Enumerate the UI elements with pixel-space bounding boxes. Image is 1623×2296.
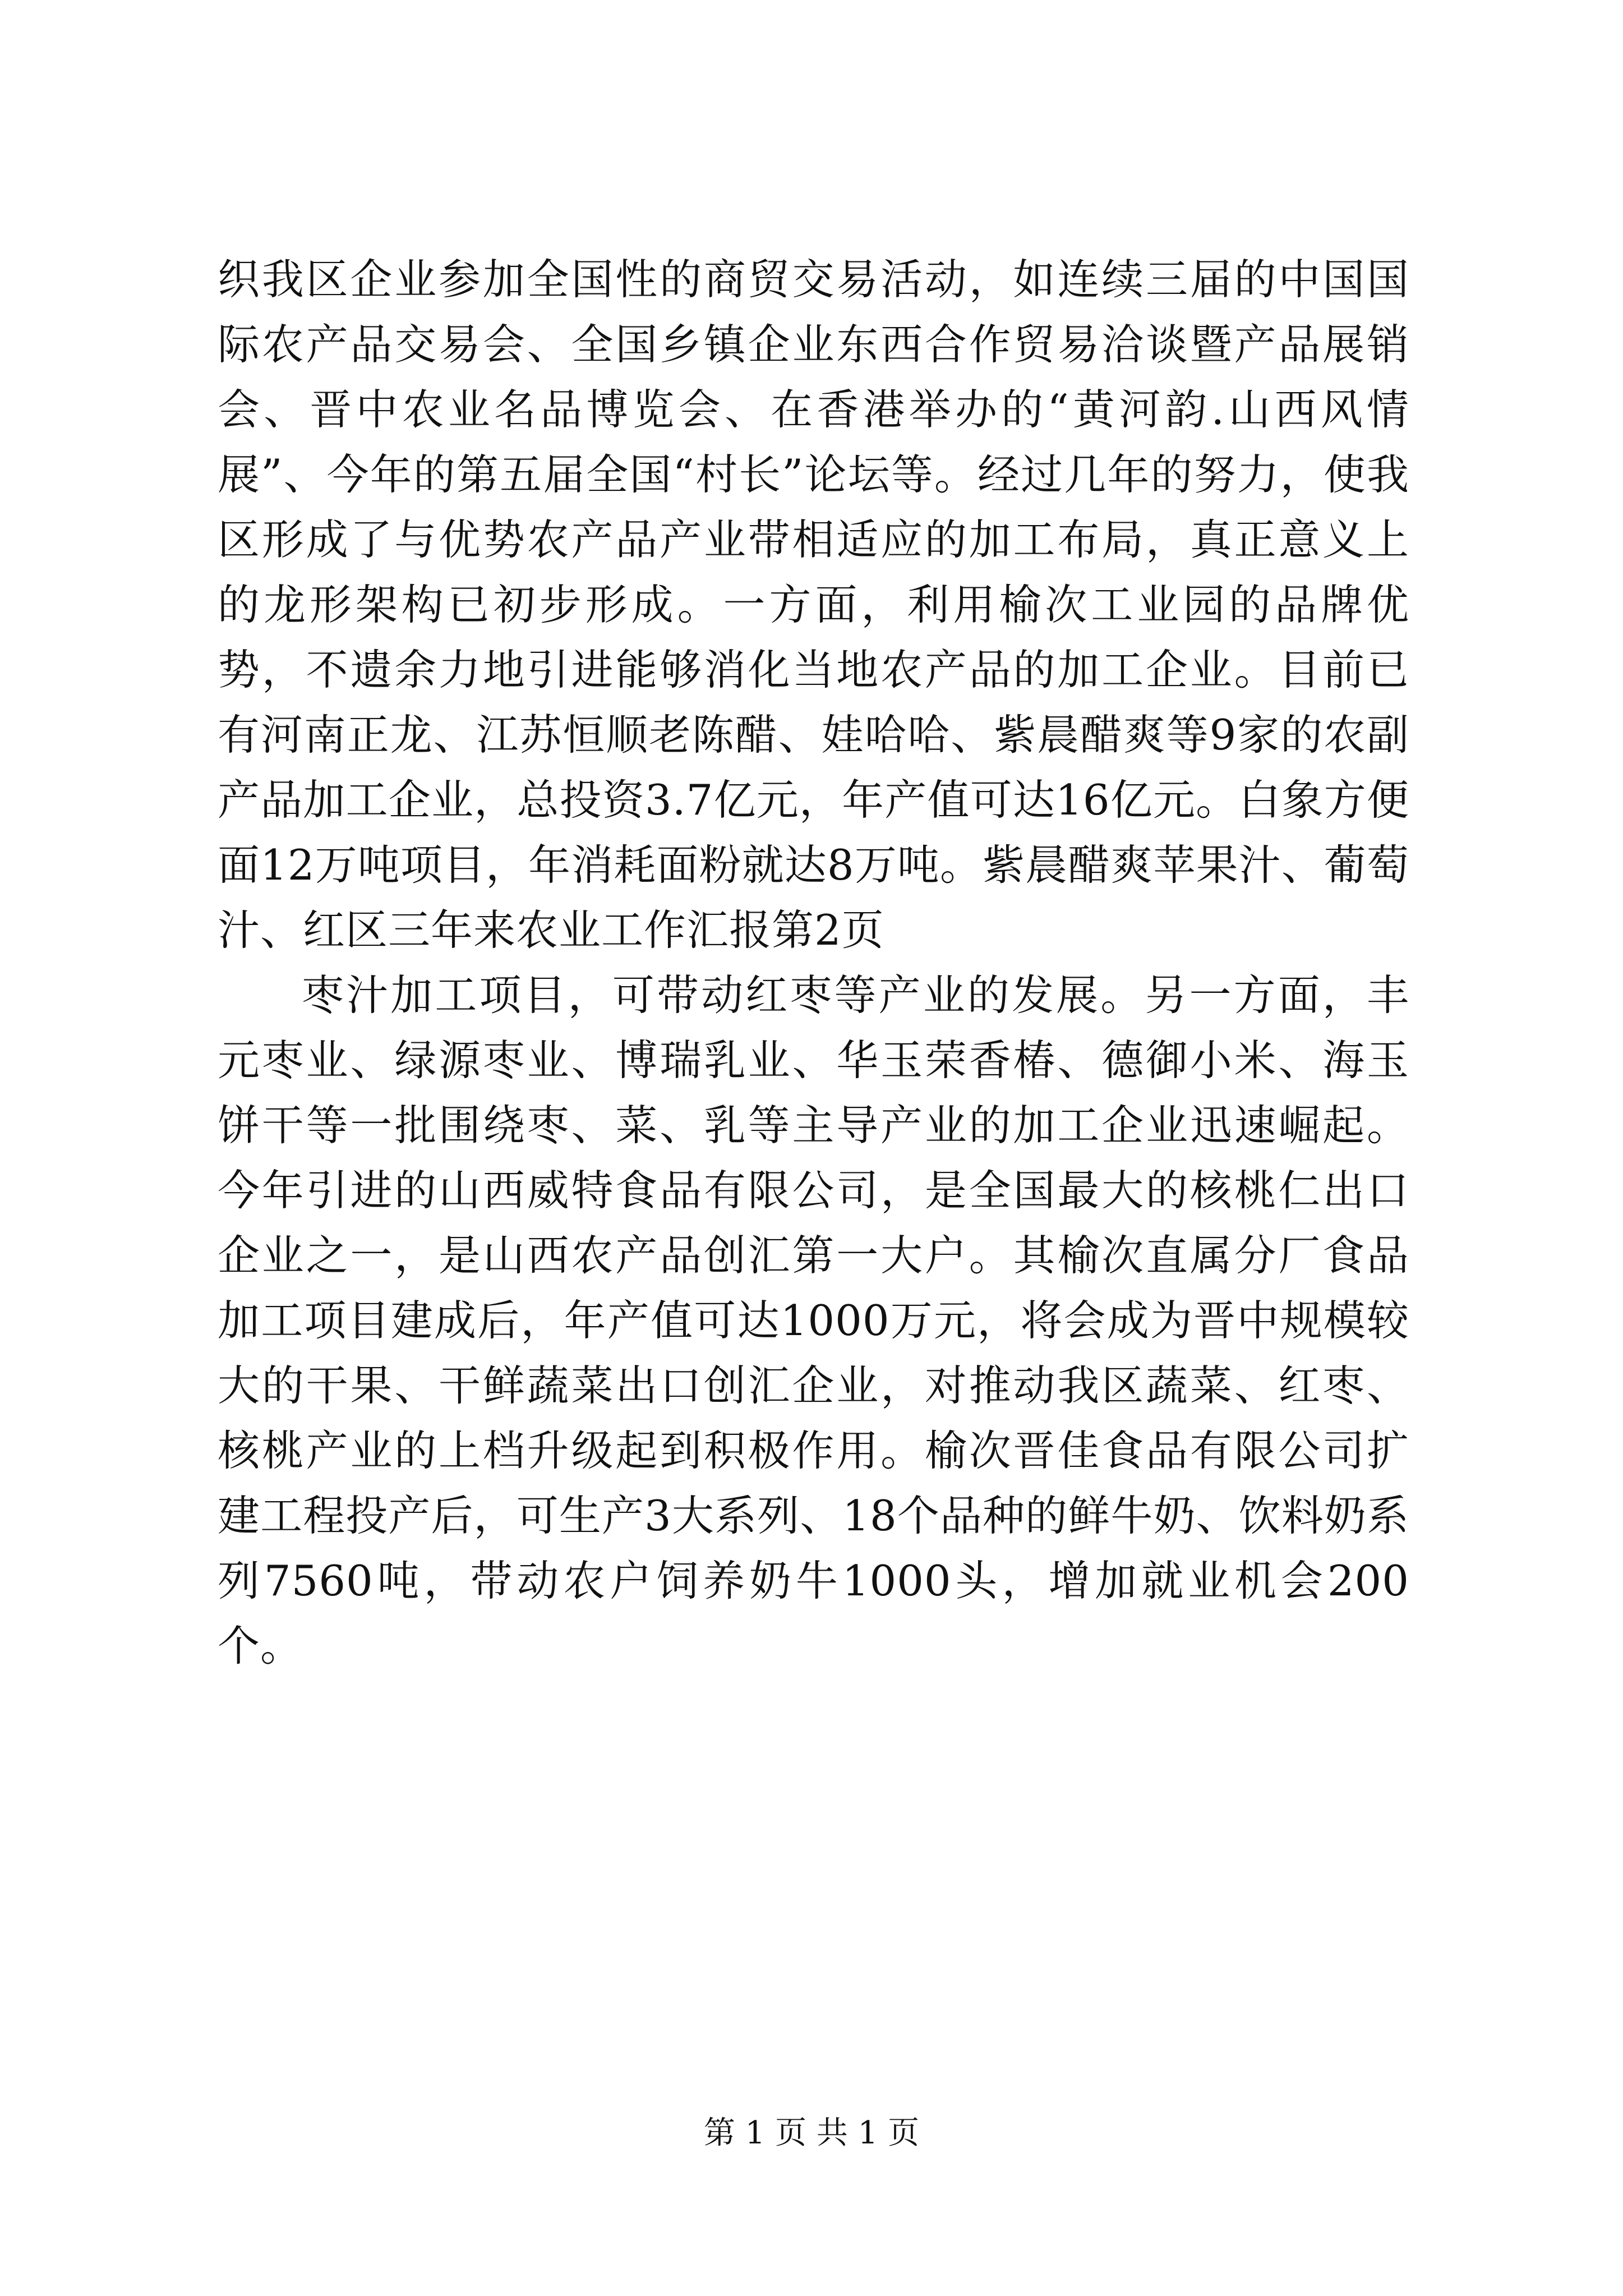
body-paragraph-1: 织我区企业参加全国性的商贸交易活动，如连续三届的中国国际农产品交易会、全国乡镇企业东西合作贸易洽谈暨产品展销会、晋中农业名品博览会、在香港举办的“黄河韵.山西风情展”、今年的第五届全国“村长”论坛等。经过几年的努力，使我区形成了与优势农产品产业带相适应的加工布局，真正意义上的龙形架构已初步形成。一方面，利用榆次工业园的品牌优势，不遗余力地引进能够消化当地农产品的加工企业。目前已有河南正龙、江苏恒顺老陈醋、娃哈哈、紫晨醋爽等9家的农副产品加工企业，总投资3.7亿元，年产值可达16亿元。白象方便面12万吨项目，年消耗面粉就达8万吨。紫晨醋爽苹果汁、葡萄汁、红区三年来农业工作汇报第2页 <box>218 255 1409 955</box>
body-paragraph-2: 枣汁加工项目，可带动红枣等产业的发展。另一方面，丰元枣业、绿源枣业、博瑞乳业、华玉荣香椿、德御小米、海玉饼干等一批围绕枣、菜、乳等主导产业的加工企业迅速崛起。今年引进的山西威特食品有限公司，是全国最大的核桃仁出口企业之一，是山西农产品创汇第一大户。其榆次直属分厂食品加工项目建成后，年产值可达1000万元，将会成为晋中规模较大的干果、干鲜蔬菜出口创汇企业，对推动我区蔬菜、红枣、核桃产业的上档升级起到积极作用。榆次晋佳食品有限公司扩建工程投产后，可生产3大系列、18个品种的鲜牛奶、饮料奶系列7560吨，带动农户饲养奶牛1000头，增加就业机会200个。 <box>218 970 1409 1671</box>
document-body <box>218 247 1409 1678</box>
page-footer: 第 1 页 共 1 页 <box>703 2115 920 2151</box>
